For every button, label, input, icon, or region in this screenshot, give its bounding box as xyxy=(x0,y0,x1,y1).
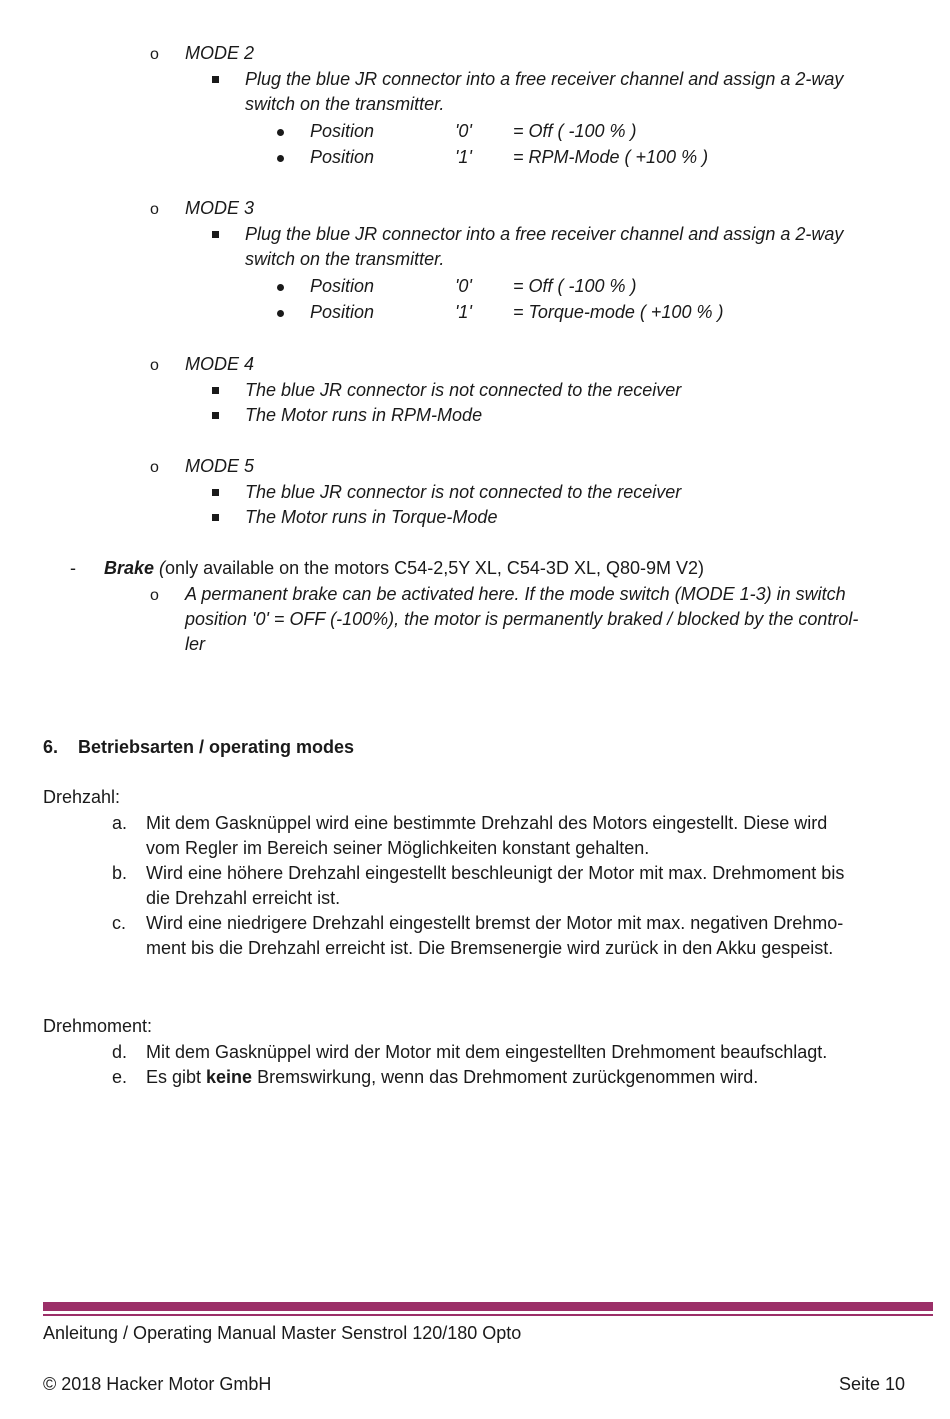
list-marker: a. xyxy=(112,813,128,833)
brake-label: Brake xyxy=(104,558,155,578)
list-item-text: ment bis die Drehzahl erreicht ist. Die Bremsenergie wird zurück in den Akku gespeist. xyxy=(146,938,834,958)
drehzahl-heading: Drehzahl: xyxy=(43,787,121,807)
list-item-text xyxy=(146,1065,758,1090)
position-result: = Off ( -100 % ) xyxy=(513,276,637,296)
footer-bar-thick xyxy=(43,1302,933,1311)
position-result: = RPM-Mode ( +100 % ) xyxy=(513,147,709,167)
list-marker: c. xyxy=(112,913,127,933)
brake-text: ler xyxy=(185,634,206,654)
mode-title: MODE 3 xyxy=(185,198,255,218)
footer-page-number: Seite 10 xyxy=(838,1374,905,1394)
footer-copyright: © 2018 Hacker Motor GmbH xyxy=(43,1374,272,1394)
list-marker: d. xyxy=(112,1042,128,1062)
footer-manual-title: Anleitung / Operating Manual Master Senstrol 120/180 Opto xyxy=(43,1323,522,1343)
list-item-text: Wird eine niedrigere Drehzahl eingestellt bremst der Motor mit max. negativen Drehmo- xyxy=(146,913,844,933)
mode-bullet-text: switch on the transmitter. xyxy=(245,249,445,269)
position-result: = Off ( -100 % ) xyxy=(513,121,637,141)
mode-bullet-text: The blue JR connector is not connected to the receiver xyxy=(245,380,682,400)
position-label: Position xyxy=(310,147,375,167)
circle-bullet-icon: o xyxy=(150,46,159,63)
item-e-bold: keine xyxy=(206,1067,253,1087)
position-value: '0' xyxy=(455,276,472,296)
square-bullet-icon xyxy=(212,220,219,245)
list-marker: e. xyxy=(112,1067,128,1087)
mode-title: MODE 2 xyxy=(185,43,255,63)
square-bullet-icon xyxy=(212,478,219,503)
position-label: Position xyxy=(310,276,375,296)
footer-bar-thin xyxy=(43,1314,933,1316)
list-item-text: Mit dem Gasknüppel wird der Motor mit dem eingestellten Drehmoment beaufschlagt. xyxy=(146,1042,828,1062)
circle-bullet-icon: o xyxy=(150,587,159,604)
list-marker: b. xyxy=(112,863,128,883)
mode-bullet-text: Plug the blue JR connector into a free receiver channel and assign a 2-way xyxy=(245,69,844,89)
position-result: = Torque-mode ( +100 % ) xyxy=(513,302,724,322)
circle-bullet-icon: o xyxy=(150,459,159,476)
mode-bullet-text: switch on the transmitter. xyxy=(245,94,445,114)
position-label: Position xyxy=(310,121,375,141)
drehmoment-heading: Drehmoment: xyxy=(43,1016,153,1036)
square-bullet-icon xyxy=(212,65,219,90)
square-bullet-icon xyxy=(212,503,219,528)
list-item-text: Mit dem Gasknüppel wird eine bestimmte Drehzahl des Motors eingestellt. Diese wird xyxy=(146,813,828,833)
list-item-text: vom Regler im Bereich seiner Möglichkeiten konstant gehalten. xyxy=(146,838,650,858)
position-value: '0' xyxy=(455,121,472,141)
section-number: 6. xyxy=(43,737,59,757)
circle-bullet-icon: o xyxy=(150,201,159,218)
brake-line xyxy=(104,556,704,581)
brake-paren: ( xyxy=(154,558,166,578)
item-e-pre: Es gibt xyxy=(146,1067,207,1087)
mode-title: MODE 5 xyxy=(185,456,255,476)
dot-bullet-icon xyxy=(277,273,284,298)
square-bullet-icon xyxy=(212,376,219,401)
dot-bullet-icon xyxy=(277,118,284,143)
mode-bullet-text: Plug the blue JR connector into a free receiver channel and assign a 2-way xyxy=(245,224,844,244)
position-value: '1' xyxy=(455,147,472,167)
dot-bullet-icon xyxy=(277,299,284,324)
list-item-text: die Drehzahl erreicht ist. xyxy=(146,888,341,908)
square-bullet-icon xyxy=(212,401,219,426)
brake-text: A permanent brake can be activated here. If the mode switch (MODE 1-3) in switch xyxy=(185,584,846,604)
item-e-post: Bremswirkung, wenn das Drehmoment zurückgenommen wird. xyxy=(252,1067,759,1087)
dash-bullet: - xyxy=(70,558,76,578)
brake-text: position '0' = OFF (-100%), the motor is permanently braked / blocked by the control- xyxy=(185,609,859,629)
brake-note: only available on the motors C54-2,5Y XL, C54-3D XL, Q80-9M V2) xyxy=(165,558,704,578)
list-item-text: Wird eine höhere Drehzahl eingestellt beschleunigt der Motor mit max. Drehmoment bis xyxy=(146,863,845,883)
mode-bullet-text: The blue JR connector is not connected to the receiver xyxy=(245,482,682,502)
circle-bullet-icon: o xyxy=(150,357,159,374)
mode-bullet-text: The Motor runs in Torque-Mode xyxy=(245,507,498,527)
position-value: '1' xyxy=(455,302,472,322)
section-title: Betriebsarten / operating modes xyxy=(78,737,355,757)
dot-bullet-icon xyxy=(277,144,284,169)
position-label: Position xyxy=(310,302,375,322)
mode-bullet-text: The Motor runs in RPM-Mode xyxy=(245,405,483,425)
mode-title: MODE 4 xyxy=(185,354,255,374)
